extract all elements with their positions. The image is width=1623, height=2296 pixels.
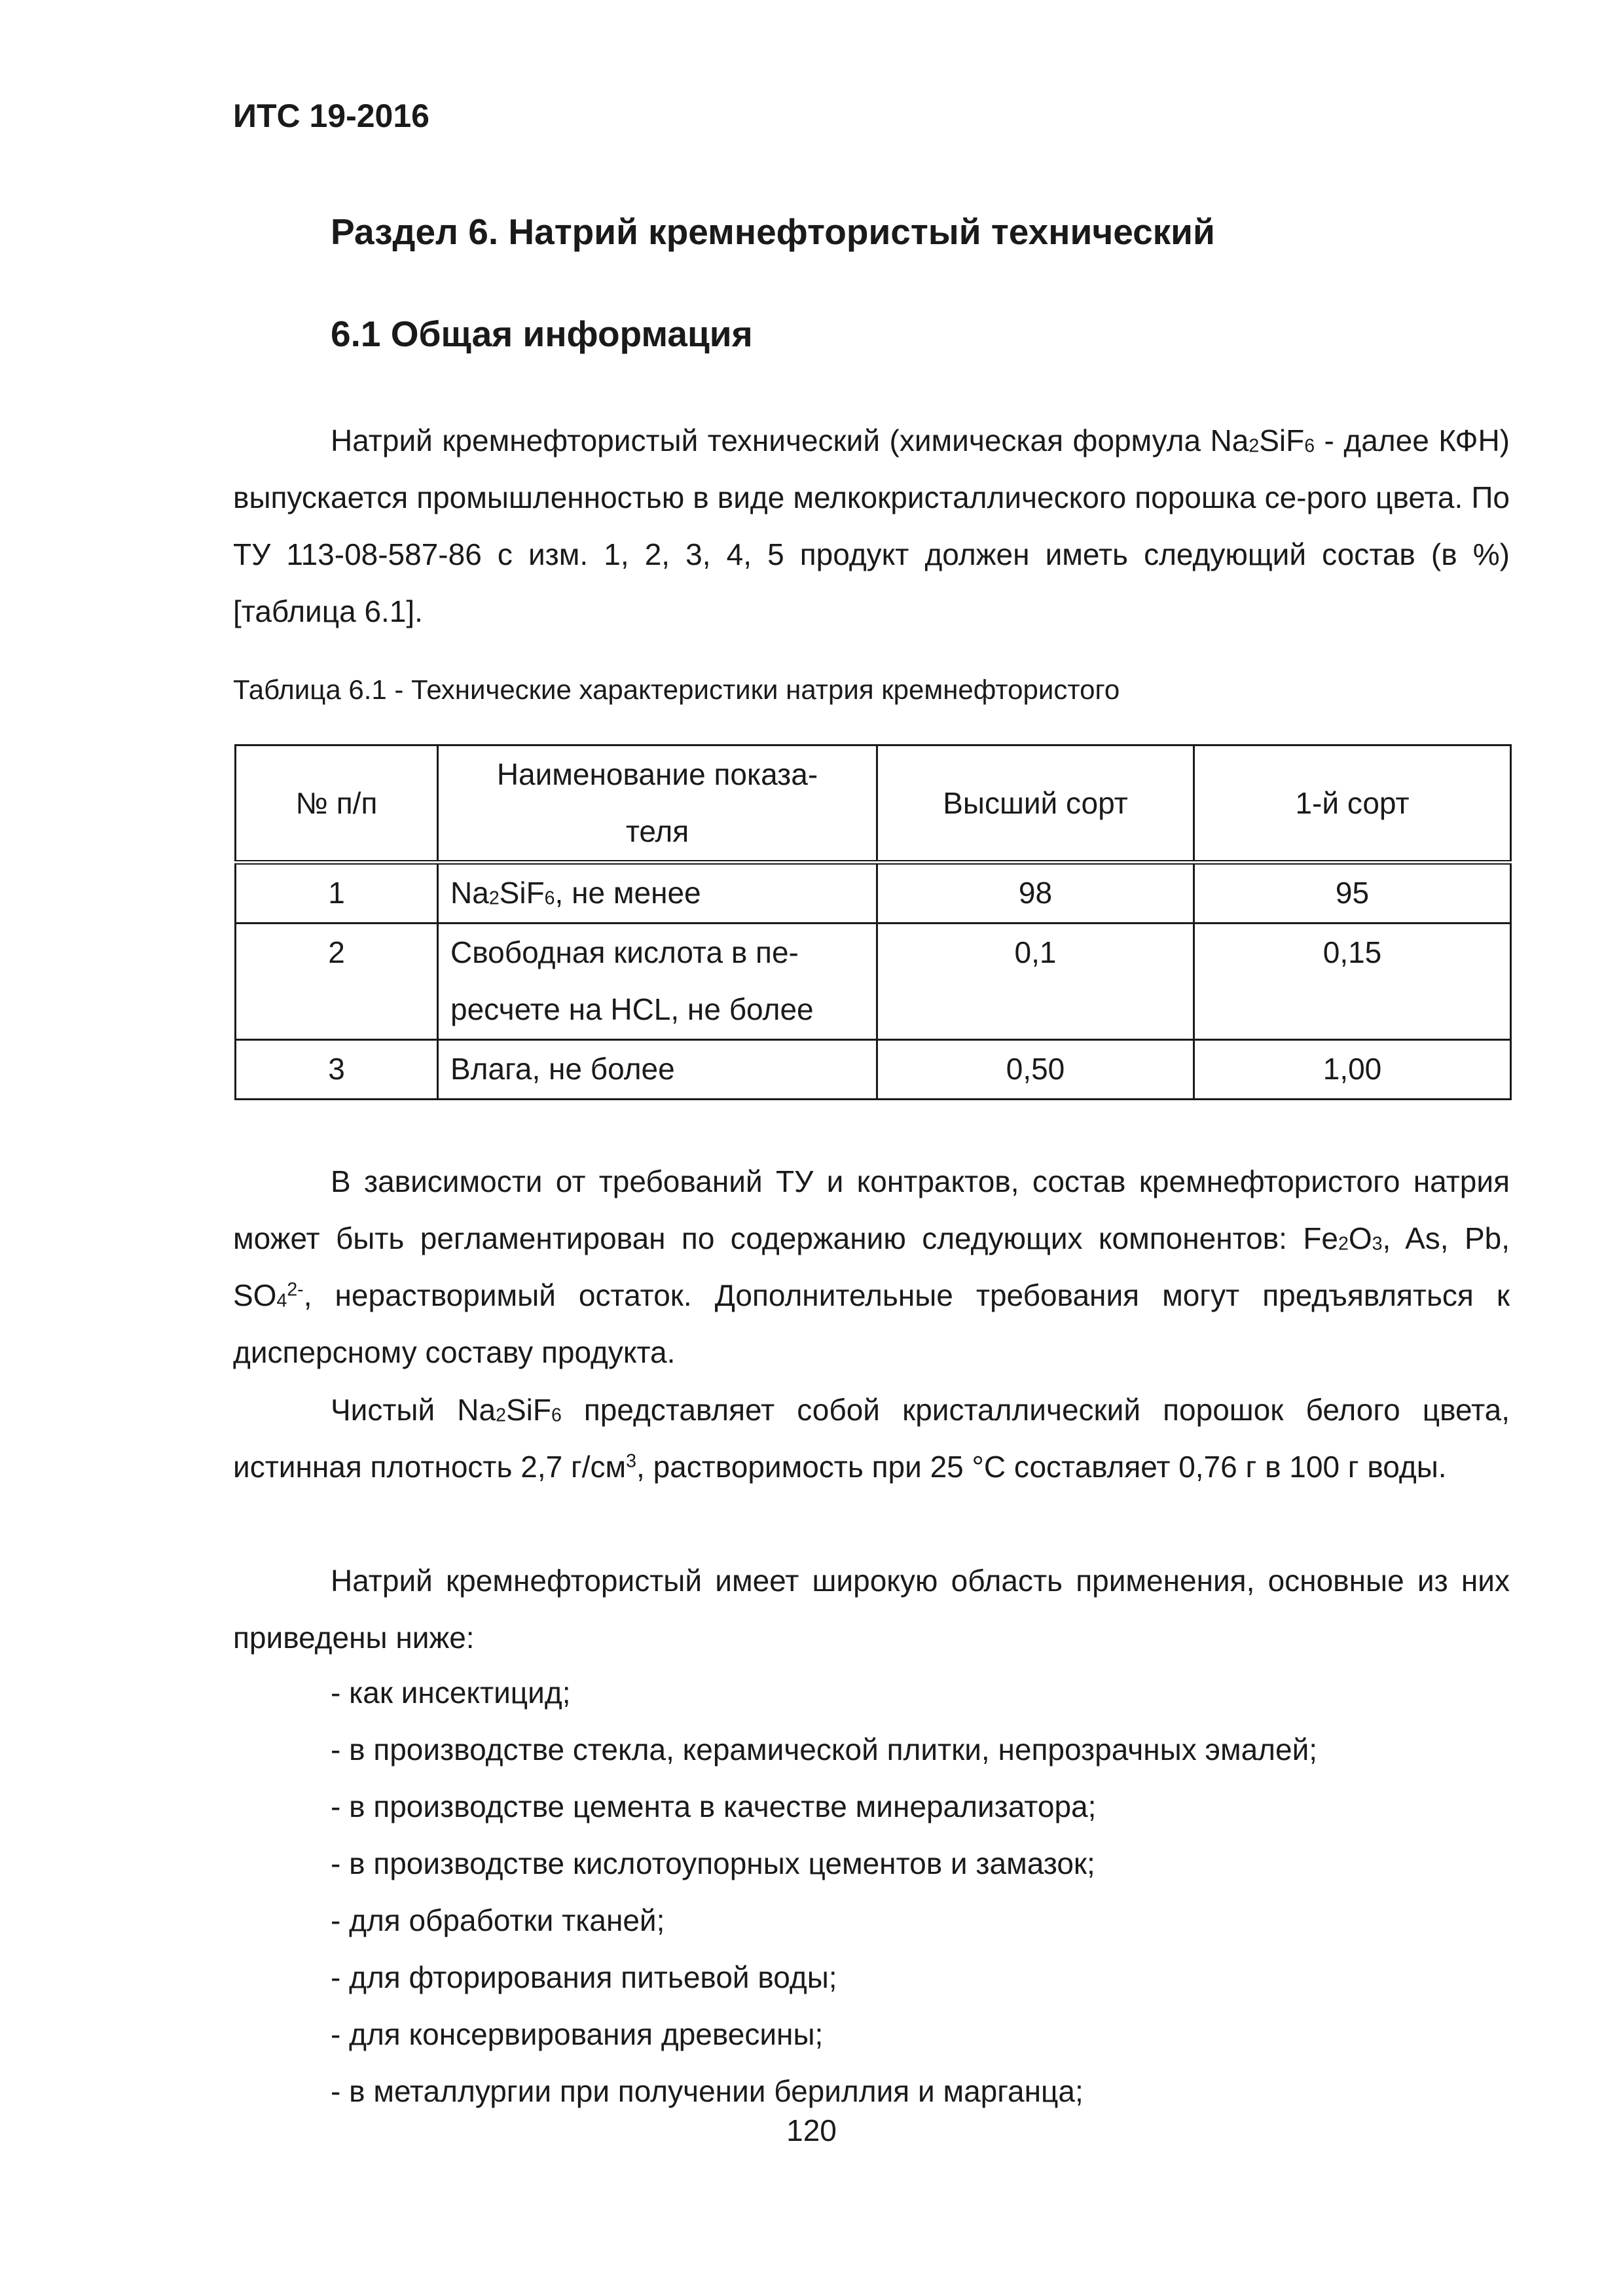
subscript: 6	[544, 888, 555, 909]
requirements-paragraph	[233, 1153, 1510, 1381]
list-item: - в металлургии при получении бериллия и марганца;	[331, 2074, 1084, 2108]
text-run: , растворимость при 25 °С составляет 0,76 г в 100 г воды.	[636, 1450, 1447, 1484]
row-parameter	[438, 863, 877, 924]
text-run: SiF	[1259, 423, 1305, 457]
text-run: Натрий кремнефтористый технический (химическая формула Na	[331, 423, 1249, 457]
table-row	[236, 924, 1511, 1040]
list-item: - в производстве стекла, керамической плитки, непрозрачных эмалей;	[331, 1732, 1318, 1767]
specifications-table	[234, 744, 1512, 1100]
list-item: - в производстве цемента в качестве минерализатора;	[331, 1789, 1097, 1823]
text-run: В зависимости от требований ТУ и контрактов, состав кремнефтористого натрия может быть регламентирован по содержанию следующих компонентов: Fe	[233, 1164, 1510, 1255]
text-run: представляет собой кристаллический порошок белого цвета, истинная плотность 2,7 г/см	[233, 1393, 1510, 1484]
row-first-grade: 95	[1194, 863, 1511, 924]
text-run: SiF	[499, 876, 545, 910]
subscript: 6	[1304, 435, 1315, 457]
row-top-grade: 98	[877, 863, 1194, 924]
row-parameter: Влага, не более	[438, 1040, 877, 1100]
text-run: Чистый Na	[331, 1393, 496, 1427]
text-run: - далее КФН) выпускается промышленностью в виде мелкокристаллического порошка се-рого цвета. По ТУ 113-08-587-86 с изм. 1, 2, 3, 4, 5 продукт должен иметь следующий состав (в %) [таблица 6.1].	[233, 423, 1510, 628]
row-parameter: Свободная кислота в пе-ресчете на HCL, не более	[438, 924, 877, 1040]
subscript: 2	[496, 1405, 506, 1426]
intro-paragraph	[233, 412, 1510, 640]
row-top-grade: 0,50	[877, 1040, 1194, 1100]
row-number: 2	[236, 924, 438, 1040]
applications-paragraph: Натрий кремнефтористый имеет широкую область применения, основные из них приведены ниже:	[233, 1564, 1510, 1655]
text-run: , нерастворимый остаток. Дополнительные требования могут предъявляться к дисперсному составу продукта.	[233, 1278, 1510, 1369]
applications-list	[331, 1664, 1317, 2120]
table-row	[236, 1040, 1511, 1100]
row-first-grade: 0,15	[1194, 924, 1511, 1040]
document-code: ИТС 19-2016	[233, 98, 429, 134]
text-run: Na	[450, 876, 489, 910]
list-item: - для консервирования древесины;	[331, 2017, 824, 2051]
row-top-grade: 0,1	[877, 924, 1194, 1040]
subscript: 3	[1372, 1233, 1383, 1255]
superscript: 2-	[287, 1279, 304, 1300]
page-number: 120	[786, 2113, 837, 2147]
row-first-grade: 1,00	[1194, 1040, 1511, 1100]
header-top-grade: Высший сорт	[877, 745, 1194, 863]
table-row	[236, 863, 1511, 924]
subscript: 2	[1249, 435, 1260, 457]
text-run: O	[1348, 1221, 1372, 1255]
subscript: 6	[551, 1405, 562, 1426]
row-number: 1	[236, 863, 438, 924]
table-header-row	[236, 745, 1511, 863]
header-first-grade: 1-й сорт	[1194, 745, 1511, 863]
subscript: 2	[488, 888, 500, 909]
list-item: - как инсектицид;	[331, 1676, 571, 1710]
subscript: 4	[276, 1290, 287, 1312]
list-item: - в производстве кислотоупорных цементов и замазок;	[331, 1846, 1095, 1880]
row-number: 3	[236, 1040, 438, 1100]
list-item: - для обработки тканей;	[331, 1903, 665, 1937]
list-item: - для фторирования питьевой воды;	[331, 1960, 837, 1994]
properties-paragraph	[233, 1382, 1510, 1496]
subsection-title: 6.1 Общая информация	[331, 314, 753, 354]
text-run: , As, Pb, SO	[233, 1221, 1510, 1312]
table-caption: Таблица 6.1 - Технические характеристики натрия кремнефтористого	[233, 674, 1120, 705]
text-run: SiF	[505, 1393, 551, 1427]
subscript: 2	[1338, 1233, 1349, 1255]
header-parameter: Наименование показа-теля	[438, 745, 877, 863]
header-number: № п/п	[236, 745, 438, 863]
text-run: , не менее	[555, 876, 701, 910]
section-title: Раздел 6. Натрий кремнефтористый технический	[331, 211, 1215, 252]
superscript: 3	[626, 1450, 637, 1472]
